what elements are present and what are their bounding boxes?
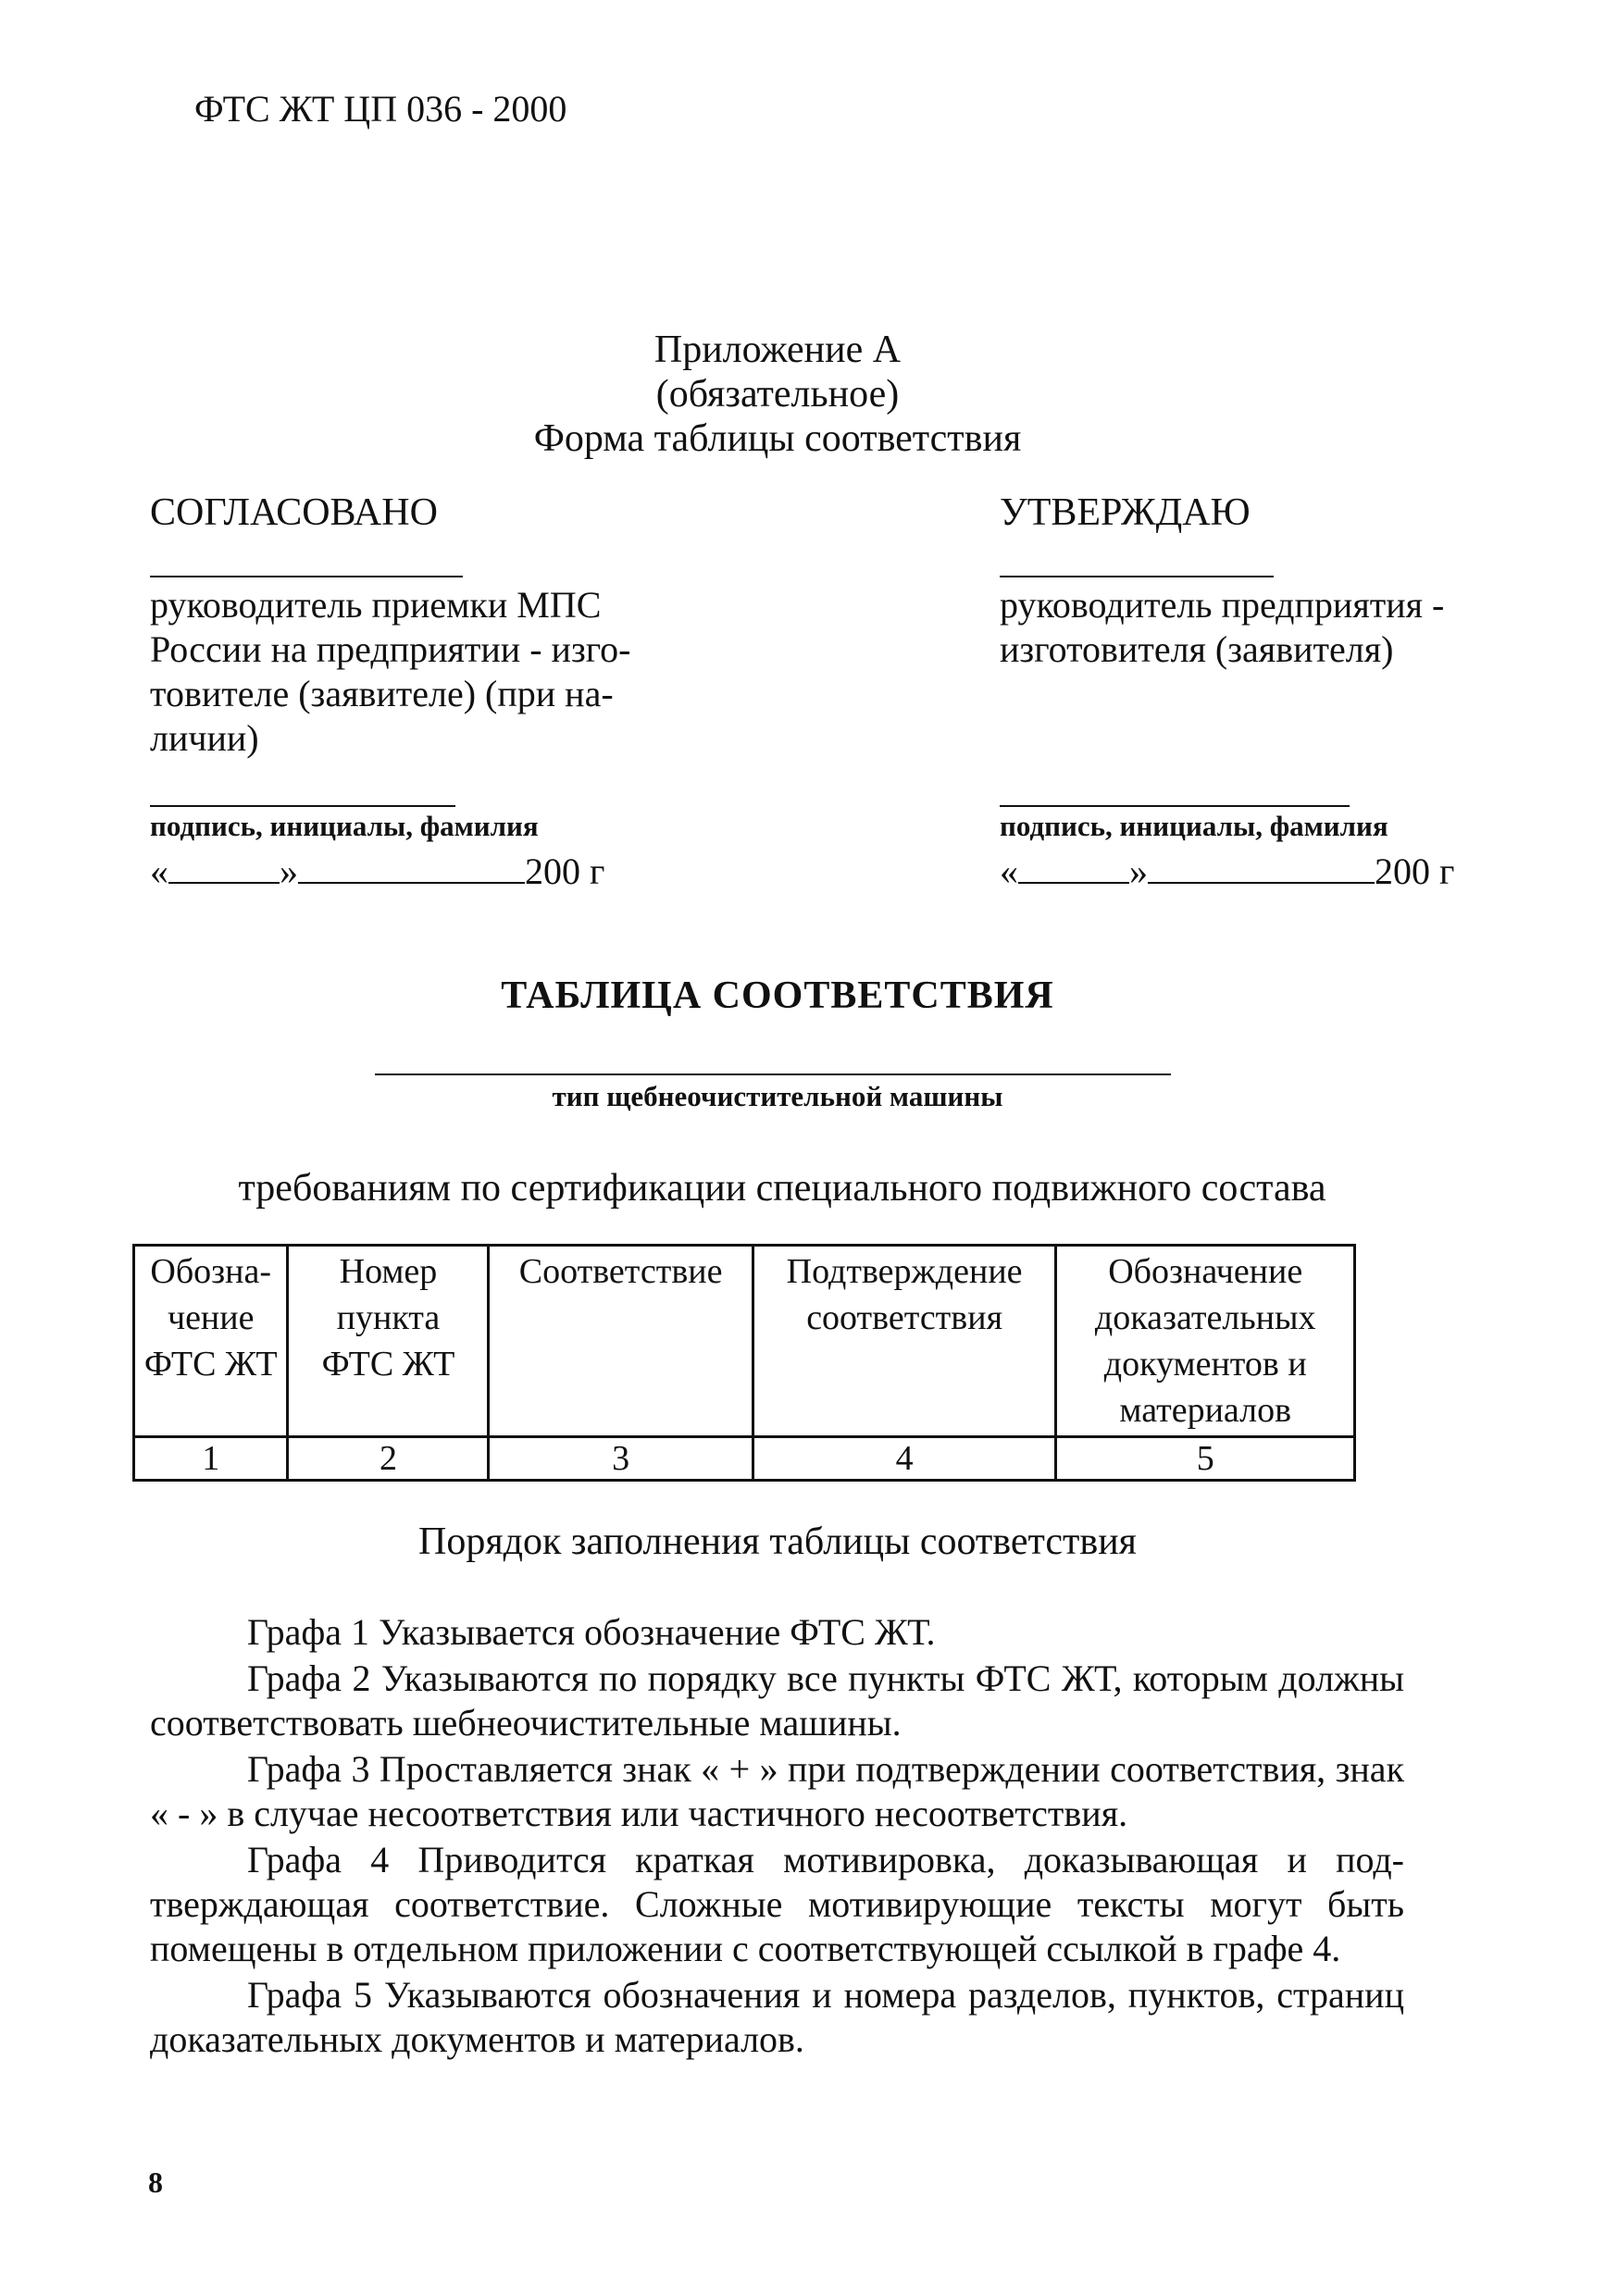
date-year: 200 г (1375, 850, 1455, 892)
header-line: пункта (336, 1298, 441, 1337)
date-day-blank (168, 850, 280, 884)
column-number: 3 (489, 1437, 753, 1481)
annex-subtitle: Форма таблицы соответствия (533, 417, 1022, 460)
date-close-quote: » (280, 850, 298, 892)
date-month-blank (1148, 850, 1375, 884)
column-number: 2 (288, 1437, 489, 1481)
header-line: документов и (1103, 1345, 1307, 1384)
header-line: Обозначение (1108, 1252, 1303, 1291)
machine-type-caption: тип щебнеочистительной машины (552, 1080, 1003, 1112)
left-approval-heading: СОГЛАСОВАНО (150, 491, 438, 534)
requirements-line: требованиям по сертификации специального подвижного состава (238, 1167, 1326, 1210)
table-header-row (134, 1246, 1355, 1437)
procedure-body (150, 1610, 1404, 2062)
left-role-line: личии) (150, 717, 259, 759)
procedure-paragraph: Графа 2 Указываются по порядку все пункты ФТС ЖТ, которым должны соответствовать шебнеочистительные машины. (150, 1657, 1404, 1744)
date-day-blank (1018, 850, 1129, 884)
date-open-quote: « (150, 850, 168, 892)
date-open-quote: « (1000, 850, 1018, 892)
annex-title: Приложение А (653, 329, 902, 371)
right-approval-line (1000, 576, 1274, 577)
header-cell-designation (134, 1246, 288, 1437)
right-role-line: изготовителя (заявителя) (1000, 628, 1394, 670)
header-cell-evidence-documents (1056, 1246, 1355, 1437)
header-cell-conformity (489, 1246, 753, 1437)
table-column-number-row (134, 1437, 1355, 1481)
column-number: 1 (134, 1437, 288, 1481)
procedure-paragraph: Графа 1 Указывается обозначение ФТС ЖТ. (247, 1611, 936, 1653)
header-line: ФТС ЖТ (143, 1345, 278, 1384)
conformity-table (132, 1244, 1356, 1482)
date-close-quote: » (1129, 850, 1148, 892)
right-date-row (1000, 850, 1454, 894)
header-line: материалов (1119, 1391, 1292, 1430)
left-role-line: товителе (заявителе) (при на- (150, 673, 614, 714)
header-line: Соответствие (518, 1252, 723, 1291)
page-number: 8 (148, 2166, 163, 2199)
header-line: Обозна- (150, 1252, 272, 1291)
main-title: ТАБЛИЦА СООТВЕТСТВИЯ (501, 974, 1054, 1017)
right-role-line: руководитель предприятия - (1000, 584, 1445, 626)
left-signature-caption: подпись, инициалы, фамилия (150, 810, 539, 842)
machine-type-line (375, 1074, 1171, 1075)
left-date-row (150, 850, 604, 894)
date-year: 200 г (525, 850, 605, 892)
right-approval-heading: УТВЕРЖДАЮ (1000, 491, 1251, 534)
procedure-title: Порядок заполнения таблицы соответствия (418, 1520, 1137, 1563)
annex-status: (обязательное) (655, 373, 900, 416)
right-signature-line (1000, 805, 1350, 807)
header-line: чение (167, 1298, 255, 1337)
procedure-paragraph: Графа 4 Приводится краткая мотивировка, доказывающая и под-тверждающая соответствие. Сложные мотивирующие тексты могут быть помещены в отдельном приложении с соответствующей ссылкой в графе 4. (150, 1839, 1404, 1969)
procedure-paragraph: Графа 3 Проставляется знак « + » при подтверждении соответствия, знак « - » в случае несоответствия или частичного несоответствия. (150, 1748, 1404, 1834)
left-role-line: России на предприятии - изго- (150, 628, 631, 670)
header-cell-clause-number (288, 1246, 489, 1437)
left-signature-line (150, 805, 455, 807)
header-line: Номер (339, 1252, 438, 1291)
header-cell-confirmation (753, 1246, 1056, 1437)
procedure-paragraph: Графа 5 Указываются обозначения и номера разделов, пунктов, страниц доказательных документов и материалов. (150, 1974, 1404, 2060)
date-month-blank (298, 850, 525, 884)
left-approval-line (150, 576, 463, 577)
column-number: 4 (753, 1437, 1056, 1481)
right-signature-caption: подпись, инициалы, фамилия (1000, 810, 1388, 842)
header-line: доказательных (1094, 1298, 1316, 1337)
header-line: Подтверждение (786, 1252, 1023, 1291)
column-number: 5 (1056, 1437, 1355, 1481)
document-code: ФТС ЖТ ЦП 036 - 2000 (194, 88, 567, 130)
left-role-line: руководитель приемки МПС (150, 584, 602, 626)
header-line: ФТС ЖТ (321, 1345, 455, 1384)
header-line: соответствия (806, 1298, 1003, 1337)
